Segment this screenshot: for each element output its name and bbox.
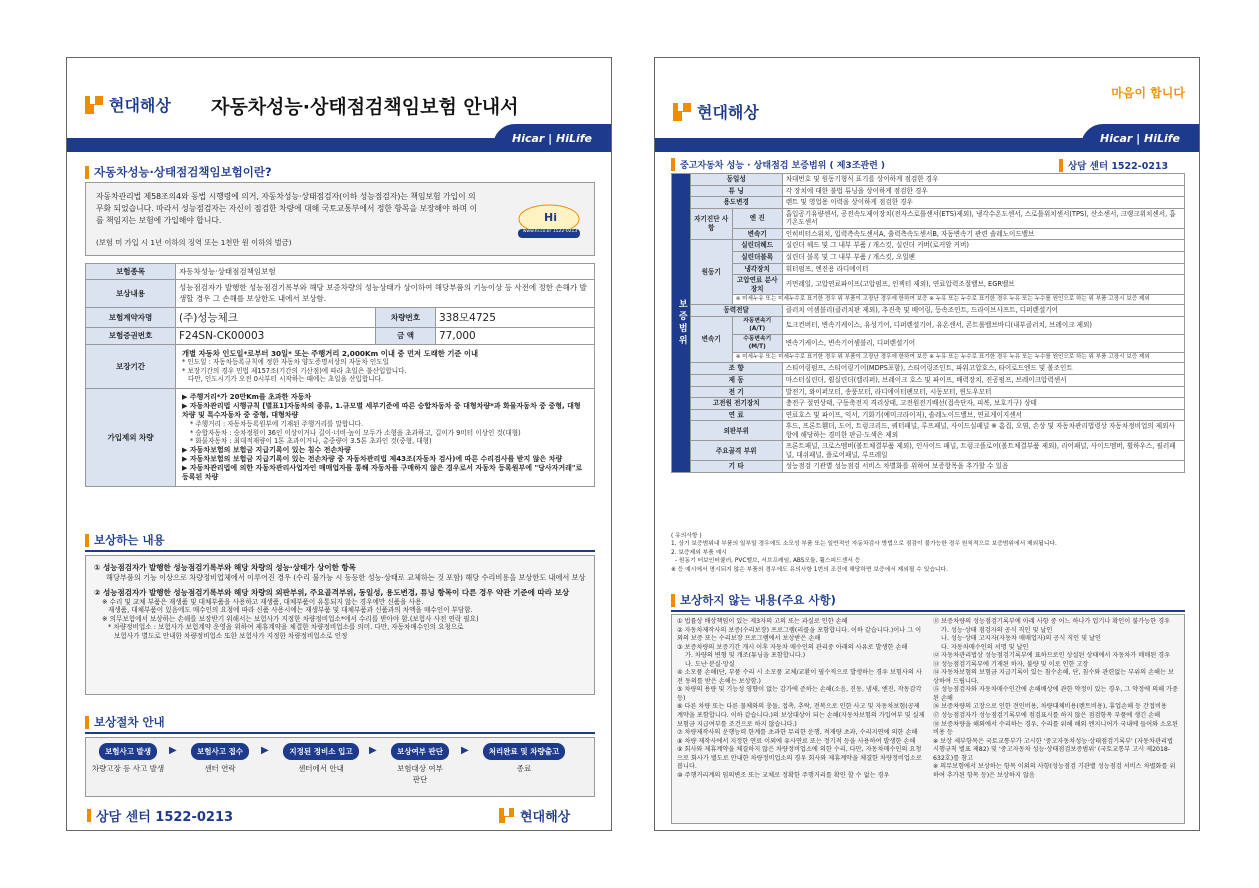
cert-value: F24SN-CK00003 [176, 327, 376, 344]
note-line: - 원동기 터보인터쿨러, PVC밸브, 서브프레임, ABS모듈, 휠스피드센서 등 [675, 558, 861, 565]
row-value: 각 장치에 대한 불법 튜닝을 상이하게 점검한 경우 [782, 185, 1184, 197]
exclusion-5: ▶ 자동차관리법에 의한 자동차관리사업자인 매매업자를 통해 자동차를 구매하지 않은 경우로서 자동차 등록원부에 "당사자거래"로 등록된 차량 [182, 463, 583, 481]
row-value: 클러치 어셈블리(클러치판 제외), 추진축 및 베어링, 등속조인트, 드라이브샤프트, 디퍼렌셜기어 [782, 305, 1184, 317]
coverage-note-1: ※ 수리 및 교체 부품은 재생품 및 대체부품을 사용하고 재생품, 대체부품이 유통되지 않는 경우에만 신품을 사용. [102, 597, 424, 606]
row-value: 커먼레일, 고압연료파이프(고압펌프, 인젝터 제외), 연료압력조절밸브, EGR밸브 [782, 275, 1184, 295]
svg-text:Hi: Hi [544, 211, 557, 224]
amount-value: 77,000 [436, 327, 595, 344]
row-value: 성능점검 기관별 성능점검 서비스 차별화를 위하여 보증항목을 추가할 수 있음 [782, 461, 1184, 473]
exclusion-note-1: * 주행거리 : 자동차등록원부에 기재된 주행거리를 말합니다. [190, 419, 364, 428]
row-sublabel: 수동변속기(M/T) [732, 335, 782, 353]
amount-label: 금 액 [376, 327, 436, 344]
exclusion-item: ⑤ 차량의 용량 및 기능성 영향이 없는 감가에 준하는 손해(소음, 진동, 냄새, 엔진, 작동감각 등) [677, 686, 922, 702]
holder-value: (주)성능체크 [176, 307, 376, 327]
exclusion-item: ※ 의무보험에서 보상하는 항목 이외의 사항(성능점검 기관별 성능점검 서비스 차별화를 위하여 추가된 항목 등)은 보상하지 않음 [933, 763, 1176, 779]
row-value: 프론트패널, 크로스멤버(볼트체결부품 제외), 인사이드 패널, 트렁크플로어(볼트체결부품 제외), 리어패널, 사이드멤버, 휠하우스, 필러패널, 대쉬패널, 플로어패널, 루프레일 [782, 441, 1184, 461]
section-heading-exclusions: 보상하지 않는 내용(주요 사항) [671, 592, 836, 608]
slogan: 마음이 합니다 [1111, 86, 1185, 100]
row-sublabel: 자동변속기(A/T) [732, 317, 782, 335]
policy-table [85, 263, 595, 487]
brand-name: 현대해상 [109, 96, 171, 115]
holder-label: 보험계약자명 [86, 307, 176, 327]
coverage-note-2: 재생품, 대체부품이 있음에도 매수인의 요청에 따라 신품 사용시에는 재생부품 및 대체부품과 신품과의 차액을 매수인이 부담함. [108, 606, 473, 615]
intro-box [85, 182, 595, 256]
row-value: 후드, 프론트휀더, 도어, 트렁크리드, 쿼터패널, 루프패널, 사이드실패널 ※ 흠집, 오염, 손상 및 자동차관리법령상 자동차정비업의 제외사항에 해당하는 경미한 판금·도색은 제외 [782, 421, 1184, 441]
row-label: 원동기 [690, 240, 732, 305]
flow-step-desc: 센터에서 안내 [298, 764, 344, 773]
exclusion-4: ▶ 자동차보험의 보험금 지급기록이 있는 전손차량 중 자동차관리법 제43조(자동차 검사)에 따른 수리검사를 받지 않은 차량 [182, 454, 563, 463]
row-value: 렌트 및 영업용 이력을 상이하게 점검한 경우 [782, 197, 1184, 209]
section-heading-scope: 중고자동차 성능 · 상태점검 보증범위 ( 제3조관련 ) [671, 158, 885, 171]
h-logo-icon [85, 96, 103, 114]
exclusion-item: ⑮ 성능점검자와 자동차매수인간에 손해배상에 관한 약정이 있는 경우, 그 약정에 의해 가중된 손해 [933, 686, 1178, 702]
hyundai-logo [85, 93, 171, 116]
exclusion-item: ⑩ 주행거리계의 임의변조 또는 교체로 정확한 주행거리를 확인 할 수 없는 경우 [677, 771, 890, 779]
exclusion-item: ⑰ 성능점검자가 성능점검기록부에 점검표시를 하지 않은 점검항목 부품에 생긴 손해 [933, 712, 1161, 720]
car-number-label: 차량번호 [376, 307, 436, 327]
row-value: 스티어링펌프, 스티어링기어(MDPS포함), 스티어링조인트, 파워고압호스, 타이로드엔드 및 볼조인트 [782, 363, 1184, 375]
flow-step-desc: 보험대상 여부 판단 [397, 764, 443, 784]
row-value: 변속기케이스, 변속기어셈블리, 디퍼렌셜기어 [782, 335, 1184, 353]
exclusion-item: ⑥ 다른 차량 또는 다른 물체와의 충돌, 접촉, 추락, 전복으로 인한 사고 및 자동차보험(공제계약을 포함합니다. 이하 같습니다.)의 보상대상이 되는 손해(자동차보험의 가입여부 및 실제 보험금 지급여부를 조건으로 하지 않습니다.) [677, 703, 925, 728]
exclusion-2: ▶ 자동차관리법 시행규칙 [별표1]자동차의 종류, 1.규모별 세부기준에 따른 승합차동차 중 대형차량*과 화물자동차 중 중형, 대형 차량 및 특수자동차 중 중형, 대형차량 [182, 401, 581, 419]
page-right [654, 57, 1200, 831]
flow-step-title: 처리완료 및 차량출고 [483, 743, 565, 760]
exclusion-1: ▶ 주행거리*가 20만Km를 초과한 자동차 [182, 392, 312, 401]
flow-step-title: 보험사고 접수 [191, 743, 249, 760]
contact-center-top: 상담 센터 1522-0213 [1059, 158, 1168, 172]
row-value: 실린더 블록 및 그 내부 부품 / 개스킷, 오일팬 [782, 251, 1184, 263]
coverage-box [85, 555, 595, 695]
page-left [66, 57, 612, 831]
exclusion-item: 가. 차량의 변형 및 개조(튜닝을 포함합니다.) [685, 652, 806, 660]
scope-side-label: 보증범위 [672, 174, 691, 473]
flow-step-title: 보상여부 판단 [391, 743, 449, 760]
exclusions-right [933, 618, 1179, 780]
flow-step-desc: 차량고장 등 사고 발생 [91, 764, 165, 773]
exclusion-item: ※ 보상 세부항목은 국토교통부가 고시한 '중고자동차성능·상태점검기록부' (자동차관리법 시행규칙 별표 제82) 및 '중고자동차 성능·상태점검보증범위' (국토교통부 고시 제2018-632호)를 참고 [933, 737, 1173, 762]
row-note: ※ 미세누유 또는 미세누수로 표기한 경우 위 부품이 고장난 경우에 한하여 보증 ※ 누유 또는 누수로 표기한 경우 누유 또는 누수를 원인으로 하는 위 부품 고장시 보증 제외 [732, 353, 1184, 363]
intro-penalty: (보험 미 가입 시 1년 이하의 징역 또는 1천만 원 이하의 벌금) [96, 238, 292, 247]
car-number-value: 338모4725 [436, 307, 595, 327]
exclusion-item: ② 자동차제작사의 보증(수리보장) 프로그램(리콜을 포함합니다. 이하 같습니다.)이나 그 이외의 보증 또는 수리보장 프로그램에서 보상받은 손해 [677, 626, 922, 643]
coverage-note-5: 보험사가 별도로 안내한 차량정비업소 또한 보험사가 지정한 차량정비업소로 인정 [114, 632, 348, 641]
flow-step-1 [89, 743, 167, 775]
coverage-item-1-detail: 해당부품의 기능 이상으로 차량정비업체에서 이루어진 경우 (수리 불가능 시 동등한 성능·상태로 교체하는 것 포함) 해당 수리비용을 보상한도 내에서 보상 [106, 573, 586, 582]
flow-step-title: 보험사고 발생 [99, 743, 157, 760]
kind-value: 자동차성능·상태점검책임보험 [176, 264, 595, 280]
row-value: 실린더 헤드 및 그 내부 부품 / 개스킷, 실린더 커버(로커암 커버) [782, 240, 1184, 252]
exclusion-item: ⑬ 성능점검기록부에 기재된 하자, 불량 및 이로 인한 고장 [933, 660, 1089, 668]
row-sublabel: 고압연료 분사장치 [732, 275, 782, 295]
flow-step-desc: 센터 연락 [204, 764, 236, 773]
exclusion-item: ⑦ 차량제작사의 운행능력 한계를 초과한 무리한 운행, 적재량 초과, 수리지연에 의한 손해 [677, 729, 918, 737]
section-heading-about: 자동차성능·상태점검책임보험이란? [85, 164, 272, 180]
kind-label: 보험종목 [86, 264, 176, 280]
hyundai-logo [673, 100, 759, 123]
exclusion-item: 다. 자동차매수인의 서명 및 날인 [941, 643, 1029, 651]
row-label: 연 료 [690, 409, 782, 421]
flow-step-2 [181, 743, 259, 775]
divider [85, 732, 595, 734]
flow-step-5 [475, 743, 573, 775]
intro-text: 자동차관리법 제58조의4와 동법 시행령에 의거, 자동차성능·상태점검자(이하 성능점검자)는 책임보험 가입이 의무화 되었습니다. 따라서 성능점검자는 자신이 점검한 차량에 대해 국토교통부에서 정한 항목을 보장해야 하며 이를 책임지는 보험에 가입해야 합니다. [96, 192, 478, 226]
section-heading-procedure: 보상절차 안내 [85, 714, 165, 730]
hicar-hilife-logo: Hicar | HiLife [1081, 124, 1199, 152]
divider [85, 550, 595, 552]
row-value: 연료호스 및 파이프, 익서, 기화기(예미크라이저), 솔레노이드밸브, 연료게이지센서 [782, 409, 1184, 421]
arrow-icon: ▶ [169, 745, 177, 756]
row-sublabel: 변속기 [732, 228, 782, 240]
exclusion-3: ▶ 자동차보험의 보험금 지급기록이 있는 침수 전손차량 [182, 445, 351, 454]
row-label: 자기진단 사항 [690, 208, 732, 240]
period-main: 개별 자동차 인도일*로부터 30일* 또는 주행거리 2,000Km 이내 중 먼저 도래한 기준 이내 [182, 348, 479, 358]
cert-label: 보험증권번호 [86, 327, 176, 344]
brand-name: 현대해상 [697, 103, 759, 122]
coverage-note-3: ※ 의무보험에서 보상하는 손해를 보장받기 위해서는 보험사가 지정한 차량정비업소*에서 수리를 받아야 함.(보험사 사전 연락 필요) [102, 614, 479, 623]
exclusion-item: ⑱ 보증차량을 해외에서 수리하는 경우, 수리를 위해 해외 엔지니어가 국내에 들어와 소요된 비용 등 [933, 720, 1178, 737]
exclusion-item: ⑧ 차량 제작사에서 지정한 연료 이외에 유사연료 또는 정기적 등을 사용하여 발생한 손해 [677, 737, 916, 745]
row-sublabel: 실린더헤드 [732, 240, 782, 252]
page-title: 자동차성능·상태점검책임보험 안내서 [211, 96, 519, 118]
arrow-icon: ▶ [369, 745, 377, 756]
h-logo-icon [673, 103, 691, 121]
stamp-text: www.hi.co.kr 1522-0213 [522, 229, 578, 234]
exclusion-note-2: * 승합자동차 : 승차정원이 36인 이상이거나 길이·너비·높이 모두가 소형을 초과하고, 길이가 9미터 이상인 것(대형) [190, 428, 521, 437]
period-label: 보장기간 [86, 344, 176, 388]
exclusion-label: 가입제외 차량 [86, 388, 176, 486]
row-label: 동력전달 [690, 305, 782, 317]
contact-center: 상담 센터 1522-0213 [87, 806, 233, 825]
row-value: 발전기, 와이퍼모터, 송풍모터, 라디에이터팬모터, 시동모터, 윈도우모터 [782, 386, 1184, 398]
row-value: 충전구 절연상태, 구동축전지 격리상태, 고전원전기배선(접속단자, 피복, 보호기구) 상태 [782, 398, 1184, 410]
flow-step-desc: 종료 [516, 764, 532, 773]
row-label: 동일성 [690, 174, 782, 186]
exclusion-item: ④ 소모품 손해(단, 부품 수리 시 소모품 교체/교환이 필수적으로 발생하는 경우 보험사의 사전 동의를 받은 손해는 보상함.) [677, 669, 922, 685]
arrow-icon: ▶ [261, 745, 269, 756]
brand-name: 현대해상 [520, 810, 571, 825]
row-label: 외판부위 [690, 421, 782, 441]
exclusion-item: ⑨ 회사와 제휴계약을 체결하지 않은 차량정비업소에 의한 수리, 다만, 자동차매수인의 요청으로 회사가 별도로 안내한 차량정비업소의 경우 회사와 제휴계약을 체결한 차량정비업소로 봅니다. [677, 746, 922, 771]
period-note-2: * 보장기간의 경우 민법 제157조(기간의 기산점)에 따라 초일은 불산입합니다. [182, 366, 407, 375]
row-sublabel: 엔 진 [732, 208, 782, 228]
exclusion-item: 나. 성능·상태 고지자(자동차 매매업자)의 공식 직인 및 날인 [941, 635, 1102, 643]
period-note-3: 다만, 인도시기가 오전 0시부터 시작하는 때에는 초일을 산입합니다. [188, 375, 384, 384]
divider [671, 610, 1185, 612]
scope-table [671, 173, 1185, 473]
h-logo-icon [499, 808, 514, 823]
row-sublabel: 냉각장치 [732, 263, 782, 275]
arrow-icon: ▶ [461, 745, 469, 756]
flow-step-4 [381, 743, 459, 785]
coverage-label: 보상내용 [86, 280, 176, 308]
exclusions-left [677, 618, 925, 780]
exclusion-item: 나. 도난·분실·망실 [685, 660, 735, 668]
row-value: 인히비터스위치, 입력측속도센서A, 출력측속도센서B, 자동변속기 관련 솔레노이드밸브 [782, 228, 1184, 240]
exclusion-item: 가. 성능·상태 점검자의 공식 직인 및 날인 [941, 626, 1053, 634]
row-sublabel: 실린더블록 [732, 251, 782, 263]
note-line: ※ 등 예시에서 명시되지 않은 부품의 경우에도 유의사항 1번의 조건에 해당하면 보증에서 제외될 수 있습니다. [671, 566, 948, 573]
row-label: 변속기 [690, 317, 732, 363]
coverage-item-1: ① 성능점검자가 발행한 성능점검기록부와 해당 차량의 성능·상태가 상이한 항목 [94, 563, 356, 572]
note-line: ( 유의사항 ) [671, 533, 702, 539]
coverage-item-2: ② 성능점검자가 발행한 성능점검기록부와 해당 차량의 외판부위, 주요골격부위, 동일성, 용도변경, 튜닝 항목이 다른 경우 약관 기준에 따라 보상 [94, 587, 570, 597]
hicar-hilife-logo: Hicar | HiLife [493, 124, 611, 152]
row-value: 토크컨버터, 변속기케이스, 유성기어, 디퍼렌셜기어, 유온센서, 콘트롤밸브바디(내부클러치, 브레이크 제외) [782, 317, 1184, 335]
row-label: 전 기 [690, 386, 782, 398]
row-note: ※ 미세누유 또는 미세누수로 표기한 경우 위 부품이 고장난 경우에 한하여 보증 ※ 누유 또는 누수로 표기한 경우 누유 또는 누수를 원인으로 하는 위 부품 고장시 보증 제외 [732, 295, 1184, 305]
coverage-value: 성능점검자가 발행한 성능점검기록부와 해당 보증차량의 성능상태가 상이하여 해당부품의 기능이상 등 사전에 정한 손해가 발생할 경우 그 손해를 보상한도 내에서 보상함. [176, 280, 595, 308]
exclusion-item: ⑫ 자동차관리법상 성능점검기록부에 표하므로인 상실된 상태에서 자동차가 매매된 경우 [933, 652, 1171, 660]
coverage-note-4: * 차량정비업소 : 보험사가 보험계약 운영을 위하여 제휴계약을 체결한 차량정비업소를 의미. 다만, 자동차매수인의 요청으로 [108, 623, 464, 632]
note-line: 1. 상기 보증범위내 부품의 일부일 경우에도 소모성 부품 또는 일반적인 자동차검사 방법으로 점검이 불가능한 경우 원칙적으로 보증범위에서 제외됩니다. [671, 541, 1057, 548]
row-label: 고전원 전기장치 [690, 398, 782, 410]
exclusion-item: ⑯ 보증차량의 고장으로 인한 견인비용, 차량대체비용(렌트비용), 휴업손해 등 간접비용 [933, 703, 1167, 711]
exclusion-item: ① 법률상 배상책임이 있는 제3자의 고의 또는 과실로 인한 손해 [677, 618, 848, 625]
row-label: 조 향 [690, 363, 782, 375]
exclusion-note-3: * 화물자동차 : 최대적재량이 1톤 초과이거나, 총중량이 3.5톤 초과인 것(중형, 대형) [190, 437, 432, 446]
row-value: 차대번호 및 원동기형식 표기를 상이하게 점검한 경우 [782, 174, 1184, 186]
note-line: 2. 보증제외 부품 예시 [671, 549, 727, 556]
notes [671, 532, 1185, 574]
hi-stamp-icon [514, 201, 584, 241]
exclusion-item: ⑭ 자동차보험의 보험금 지급기록이 있는 침수손해, 단, 침수와 관련없는 부위의 손해는 보상하여 드립니다. [933, 669, 1174, 685]
row-value: 흡입공기유량센서, 공전속도제어장치(전자스로틀센서(ETS)제외), 냉각수온도센서, 스로틀위치센서(TPS), 산소센서, 크랭크위치센서, 흡기온도센서 [782, 208, 1184, 228]
row-label: 기 타 [690, 461, 782, 473]
row-label: 용도변경 [690, 197, 782, 209]
exclusion-item: ⑪ 보증차량의 성능점검기록부에 아래 사항 중 어느 하나가 업기나 확인이 불가능한 경우 [933, 618, 1171, 625]
period-note-1: * 인도일 : 자동차등록규칙에 정한 자동차 양도증명서상의 자동차 인도일 [182, 357, 390, 366]
row-label: 주요골격 부위 [690, 441, 782, 461]
row-value: 워터펌프, 엔진용 라디에이터 [782, 263, 1184, 275]
row-label: 튜 닝 [690, 185, 782, 197]
section-heading-coverage: 보상하는 내용 [85, 532, 165, 548]
row-value: 마스터실린더, 휠실린더(캘리퍼), 브레이크 호스 및 파이프, 배력장치, 진공펌프, 브레이크압력센서 [782, 374, 1184, 386]
row-label: 제 동 [690, 374, 782, 386]
hyundai-logo-footer [499, 806, 570, 825]
flow-step-title: 지정된 정비소 입고 [283, 743, 358, 760]
exclusion-item: ③ 보증차량의 보증기간 개시 이후 자동차 매수인의 관리중 아래의 사유로 발생한 손해 [677, 643, 908, 651]
flow-step-3 [275, 743, 367, 775]
